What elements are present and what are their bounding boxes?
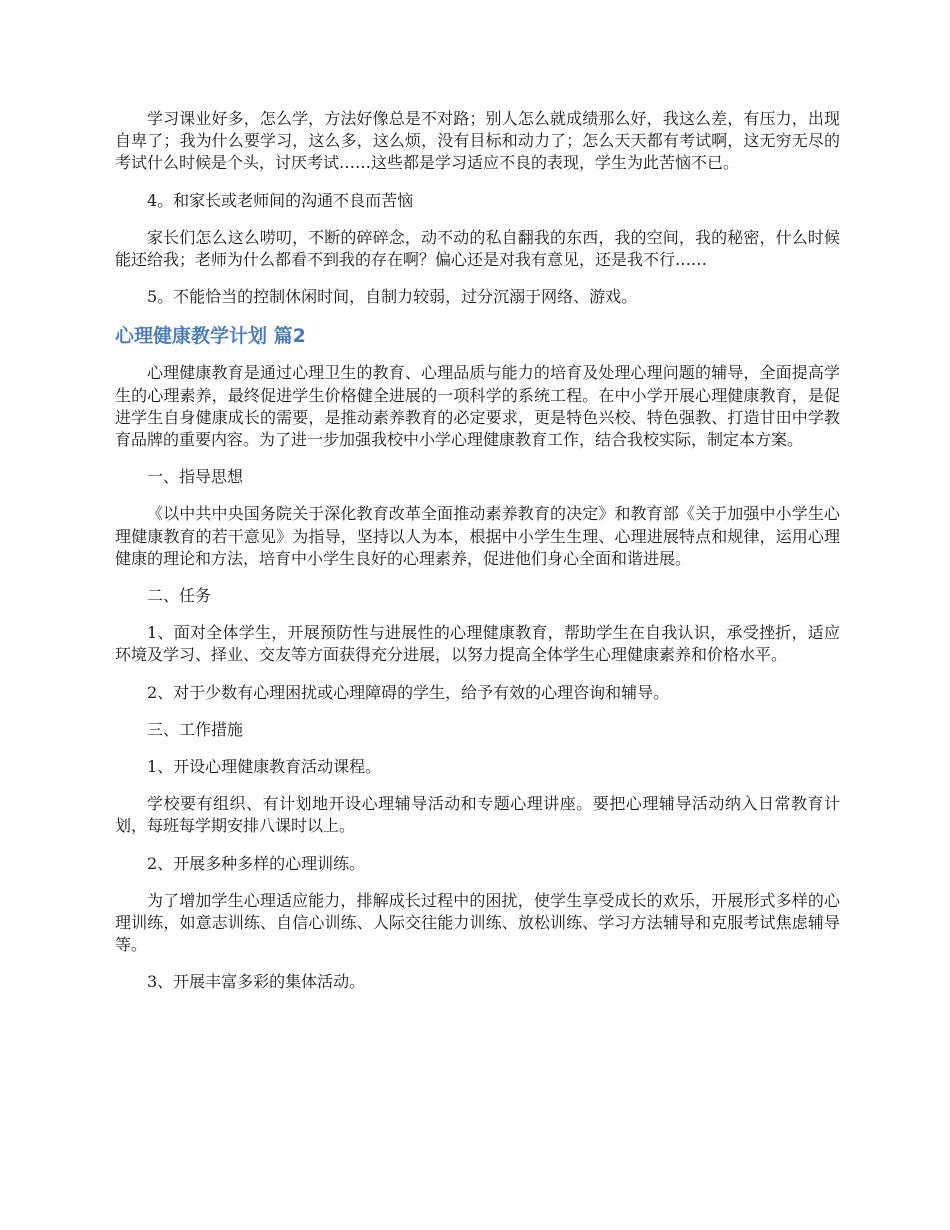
list-item-communication: 4。和家长或老师间的沟通不良而苦恼	[147, 190, 414, 210]
paragraph-parents-teachers: 家长们怎么这么唠叨，不断的碎碎念，动不动的私自翻我的东西，我的空间，我的秘密，什么时候能还给我；老师为什么都看不到我的存在啊？偏心还是对我有意见，还是我不行……	[115, 227, 840, 270]
subheading-measures: 三、工作措施	[147, 719, 244, 739]
section-heading: 心理健康教学计划 篇2	[115, 325, 306, 348]
measure-2-body: 为了增加学生心理适应能力，排解成长过程中的困扰，使学生享受成长的欢乐，开展形式多样的心理训练，如意志训练、自信心训练、人际交往能力训练、放松训练、学习方法辅导和克服考试焦虑辅导等。	[115, 890, 840, 955]
paragraph-learning-adaptation: 学习课业好多，怎么学，方法好像总是不对路；别人怎么就成绩那么好，我这么差，有压力，出现自卑了；我为什么要学习，这么多，这么烦，没有目标和动力了；怎么天天都有考试啊，这无穷无尽的考试什么时候是个头，讨厌考试……这些都是学习适应不良的表现，学生为此苦恼不已。	[115, 109, 840, 173]
subheading-guiding-thought: 一、指导思想	[147, 467, 244, 487]
measure-2-title: 2、开展多种多样的心理训练。	[147, 853, 366, 873]
paragraph-guiding-thought: 《以中共中央国务院关于深化教育改革全面推动素养教育的决定》和教育部《关于加强中小学生心理健康教育的若干意见》为指导，坚持以人为本，根据中小学生生理、心理进展特点和规律，运用心理健康的理论和方法，培育中小学生良好的心理素养，促进他们身心全面和谐进展。	[115, 504, 840, 568]
document-body	[115, 108, 840, 1009]
paragraph-task-2: 2、对于少数有心理困扰或心理障碍的学生，给予有效的心理咨询和辅导。	[147, 682, 670, 702]
measure-1-body: 学校要有组织、有计划地开设心理辅导活动和专题心理讲座。要把心理辅导活动纳入日常教育计划，每班每学期安排八课时以上。	[115, 794, 840, 836]
measure-1-title: 1、开设心理健康教育活动课程。	[147, 757, 382, 777]
measure-3-title: 3、开展丰富多彩的集体活动。	[147, 972, 366, 992]
list-item-leisure-control: 5。不能恰当的控制休闲时间，自制力较弱，过分沉溺于网络、游戏。	[147, 287, 638, 307]
subheading-tasks: 二、任务	[147, 586, 212, 606]
paragraph-task-1: 1、面对全体学生，开展预防性与进展性的心理健康教育，帮助学生在自我认识，承受挫折，适应环境及学习、择业、交友等方面获得充分进展，以努力提高全体学生心理健康素养和价格水平。	[115, 623, 840, 665]
paragraph-introduction: 心理健康教育是通过心理卫生的教育、心理品质与能力的培育及处理心理问题的辅导，全面提高学生的心理素养，最终促进学生价格健全进展的一项科学的系统工程。在中小学开展心理健康教育，是促进学生自身健康成长的需要，是推动素养教育的必定要求，更是特色兴校、特色强教、打造甘田中学教育品牌的重要内容。为了进一步加强我校中小学心理健康教育工作，结合我校实际，制定本方案。	[115, 363, 840, 450]
